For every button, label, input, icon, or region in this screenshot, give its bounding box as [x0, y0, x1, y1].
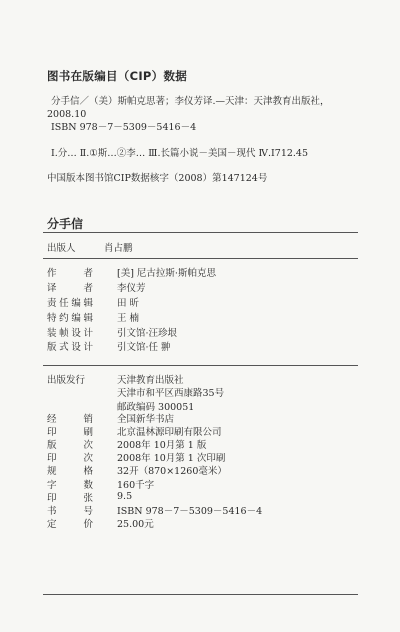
- credit-label: 作者: [47, 268, 93, 280]
- cip-entry-line-2: 2008.10: [47, 109, 87, 120]
- divider: [43, 258, 358, 259]
- publisher-person-row: [47, 240, 133, 254]
- credit-value: 引文馆·汪珍垠: [117, 327, 178, 339]
- spec-value: 32开（870×1260毫米）: [117, 466, 227, 478]
- spec-label: 版次: [47, 439, 93, 451]
- distribution-line: 天津教育出版社: [117, 374, 184, 386]
- spec-value: 25.00元: [117, 519, 154, 531]
- spec-value: 9.5: [117, 491, 133, 503]
- credit-row: [47, 280, 216, 295]
- divider: [43, 365, 358, 366]
- cip-entry: [47, 95, 367, 134]
- spec-row: [47, 490, 262, 503]
- spec-value: ISBN 978－7－5309－5416－4: [117, 505, 263, 517]
- distribution-row: [47, 372, 224, 386]
- spec-label: 经销: [47, 413, 93, 425]
- credit-value: [美] 尼古拉斯·斯帕克思: [117, 268, 216, 280]
- spec-label: 书号: [47, 505, 93, 517]
- spec-label: 印张: [47, 492, 93, 504]
- spec-value: 全国新华书店: [117, 413, 175, 425]
- spec-label: 定价: [47, 519, 93, 531]
- cip-entry-isbn: ISBN 978－7－5309－5416－4: [51, 122, 197, 133]
- specs-list: [47, 411, 262, 530]
- credits-list: [47, 265, 216, 354]
- divider: [43, 232, 358, 233]
- credit-label: 责任编辑: [47, 297, 93, 309]
- spec-row: [47, 437, 262, 450]
- cip-entry-line-1: 分手信／（美）斯帕克思著；李仪芳译.—天津：天津教育出版社，: [51, 96, 330, 107]
- cip-number: 中国版本图书馆CIP数据核字（2008）第147124号: [47, 173, 268, 184]
- credit-label: 译者: [47, 283, 93, 295]
- distribution-block: [47, 372, 224, 413]
- spec-label: 印刷: [47, 426, 93, 438]
- spec-row: [47, 464, 262, 477]
- spec-label: 印次: [47, 453, 93, 465]
- distribution-row: [47, 386, 224, 400]
- credit-row: [47, 265, 216, 280]
- spec-label: 规格: [47, 466, 93, 478]
- credit-row: [47, 324, 216, 339]
- cip-heading: 图书在版编目（CIP）数据: [47, 69, 188, 83]
- spec-row: [47, 411, 262, 424]
- spec-value: 2008年 10月第 1 版: [117, 439, 207, 451]
- credit-value: 田 昕: [117, 297, 140, 309]
- credit-label: 特约编辑: [47, 312, 93, 324]
- spec-label: 字数: [47, 479, 93, 491]
- credit-label: 版式设计: [47, 342, 93, 354]
- credit-row: [47, 295, 216, 310]
- spec-row: [47, 477, 262, 490]
- spec-row: [47, 451, 262, 464]
- spec-row: [47, 424, 262, 437]
- distribution-line: 天津市和平区西康路35号: [117, 388, 225, 400]
- spec-value: 2008年 10月第 1 次印刷: [117, 453, 226, 465]
- cip-classification: Ⅰ.分… Ⅱ.①斯…②李… Ⅲ.长篇小说－美国－现代 Ⅳ.I712.45: [51, 148, 309, 159]
- credit-row: [47, 339, 216, 354]
- publisher-person-value: 肖占鹏: [104, 243, 133, 254]
- credit-row: [47, 309, 216, 324]
- publisher-person-label: 出版人: [47, 243, 76, 254]
- divider: [43, 594, 358, 595]
- spec-row: [47, 517, 262, 530]
- spec-value: 160千字: [117, 479, 155, 491]
- book-title: 分手信: [47, 217, 84, 231]
- spec-value: 北京温林源印刷有限公司: [117, 426, 222, 438]
- credit-label: 装帧设计: [47, 327, 93, 339]
- distribution-label: 出版发行: [47, 374, 86, 386]
- credit-value: 引文馆·任 翀: [117, 342, 171, 354]
- credit-value: 王 楠: [117, 312, 140, 324]
- spec-row: [47, 503, 262, 516]
- credit-value: 李仪芳: [117, 283, 146, 295]
- distribution-line: 邮政编码 300051: [117, 401, 195, 413]
